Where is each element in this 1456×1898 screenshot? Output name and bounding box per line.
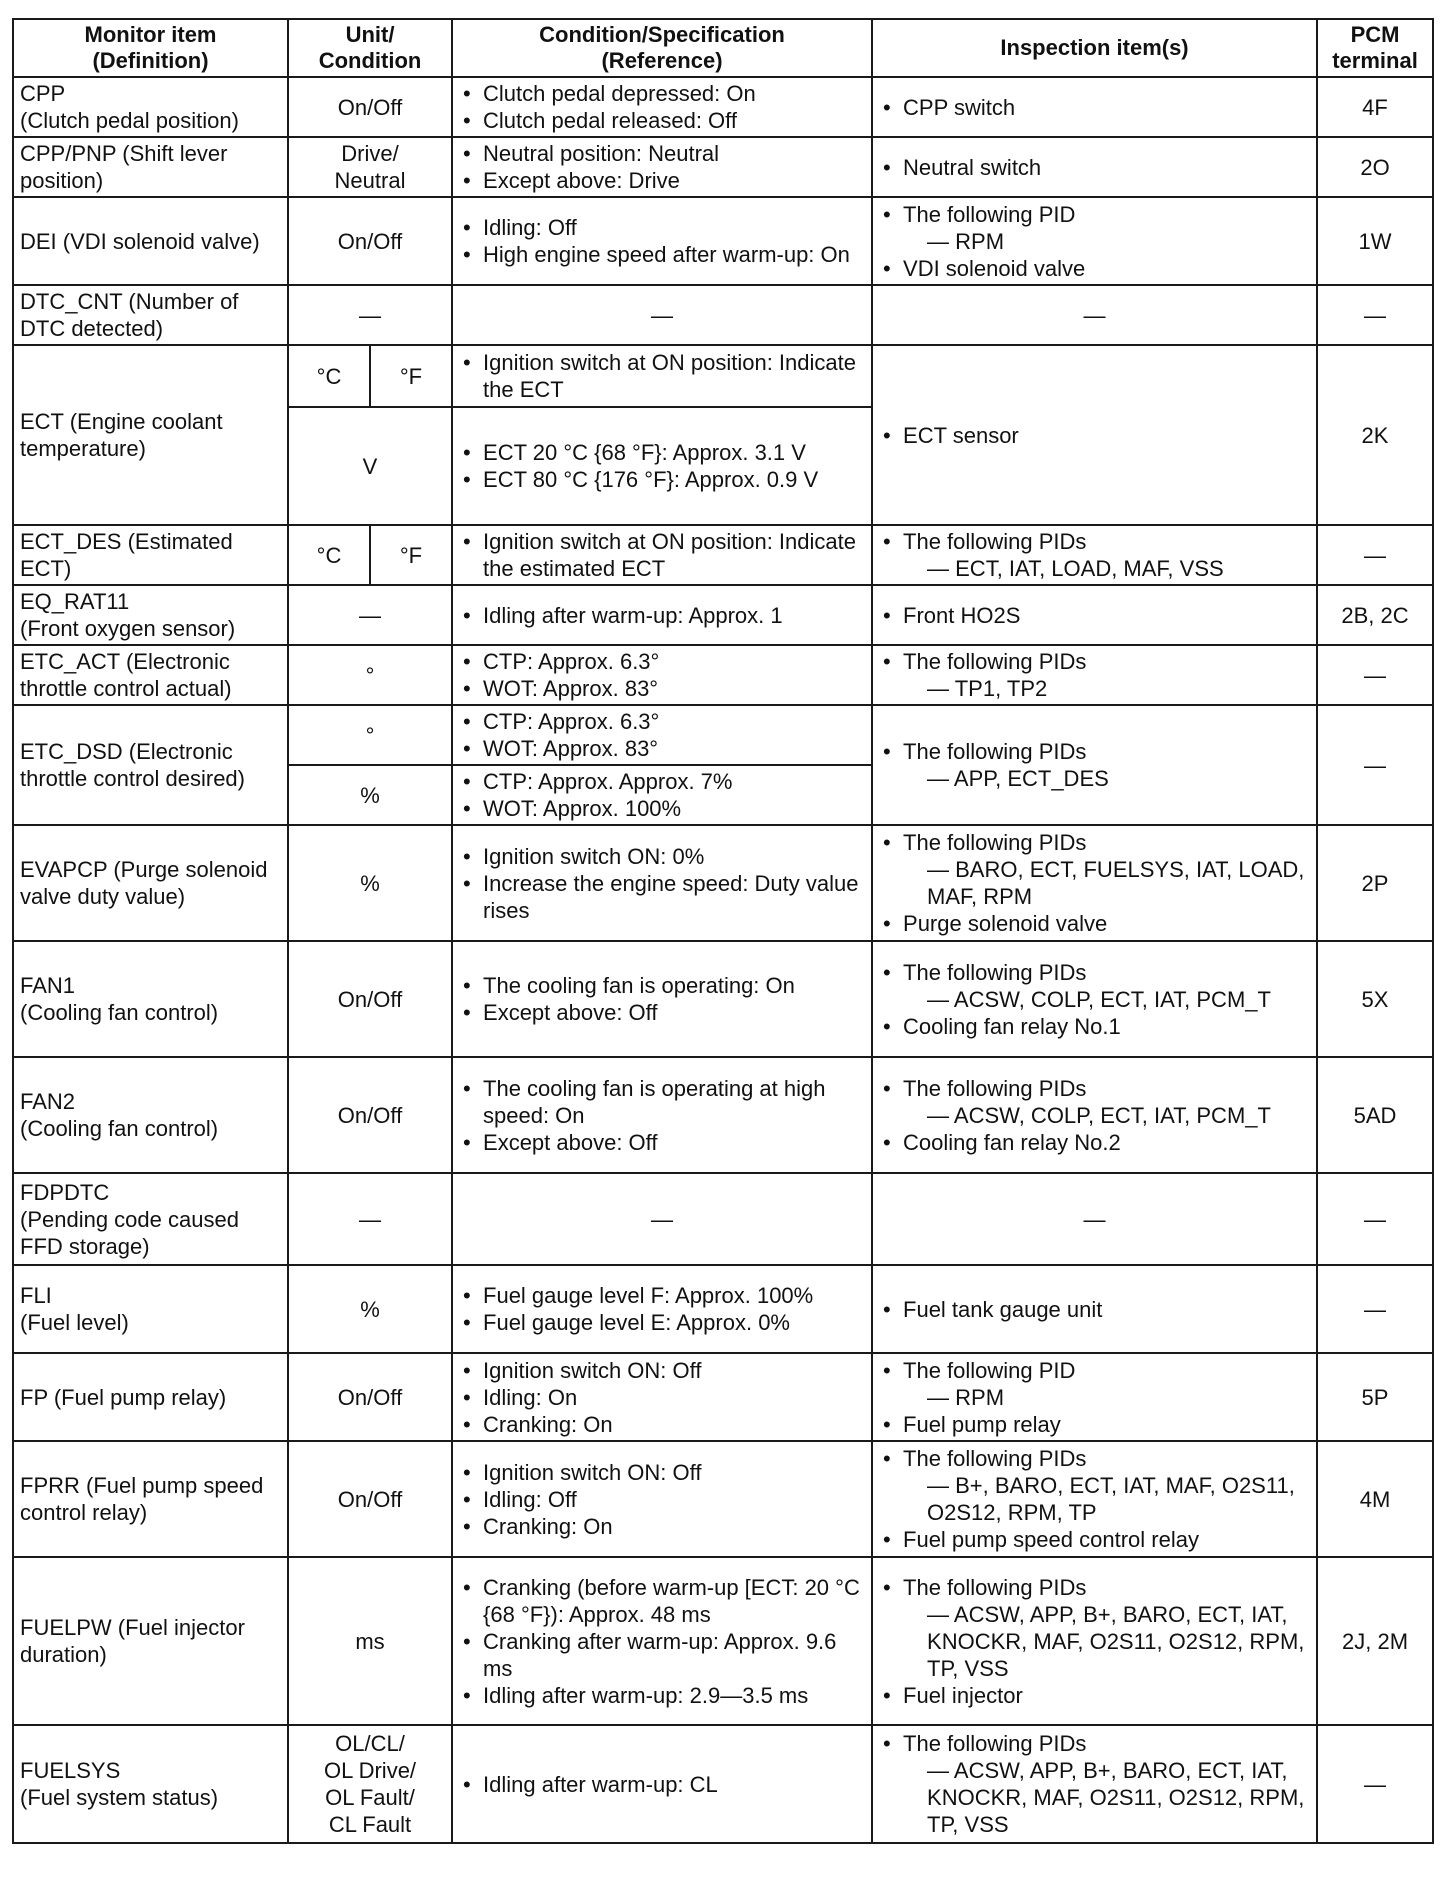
unit-percent-cell: %: [288, 765, 452, 825]
header-row: [13, 19, 1433, 77]
condition-cell: —: [452, 285, 872, 345]
condition-cell: • Clutch pedal depressed: On • Clutch pedal released: Off: [452, 77, 872, 137]
table-row: [13, 137, 1433, 197]
pcm-terminal-cell: —: [1317, 645, 1433, 705]
inspection-cell: • The following PIDs — ACSW, APP, B+, BARO, ECT, IAT, KNOCKR, MAF, O2S11, O2S12, RPM, TP, VSS: [872, 1725, 1317, 1843]
unit-cell: —: [288, 285, 452, 345]
table-row: [13, 285, 1433, 345]
unit-cell: —: [288, 585, 452, 645]
table-row: [13, 197, 1433, 285]
unit-degree-cell: °: [288, 705, 452, 765]
pcm-terminal-cell: 5AD: [1317, 1057, 1433, 1173]
monitor-item-cell: CPP (Clutch pedal position): [13, 77, 288, 137]
inspection-cell: • CPP switch: [872, 77, 1317, 137]
monitor-item-cell: FUELSYS (Fuel system status): [13, 1725, 288, 1843]
pcm-terminal-cell: —: [1317, 285, 1433, 345]
unit-cell: %: [288, 825, 452, 941]
monitor-item-cell: FP (Fuel pump relay): [13, 1353, 288, 1441]
unit-celsius-cell: °C: [288, 525, 370, 585]
monitor-item-cell: ETC_ACT (Electronic throttle control actual): [13, 645, 288, 705]
condition-cell: • Ignition switch ON: Off • Idling: Off • Cranking: On: [452, 1441, 872, 1557]
inspection-cell: • The following PID — RPM • VDI solenoid valve: [872, 197, 1317, 285]
monitor-item-cell: FPRR (Fuel pump speed control relay): [13, 1441, 288, 1557]
header-condition-spec: Condition/Specification (Reference): [452, 19, 872, 77]
condition-cell: • Ignition switch ON: Off • Idling: On • Cranking: On: [452, 1353, 872, 1441]
condition-cell: • The cooling fan is operating at high speed: On • Except above: Off: [452, 1057, 872, 1173]
unit-fahrenheit-cell: °F: [370, 525, 452, 585]
unit-cell: °: [288, 645, 452, 705]
condition-cell: • Idling: Off • High engine speed after warm-up: On: [452, 197, 872, 285]
inspection-cell: • The following PIDs — APP, ECT_DES: [872, 705, 1317, 825]
pid-monitor-sheet: [12, 18, 1432, 1844]
unit-cell: On/Off: [288, 197, 452, 285]
unit-cell: On/Off: [288, 77, 452, 137]
pcm-terminal-cell: 4F: [1317, 77, 1433, 137]
table-row: [13, 941, 1433, 1057]
table-row: [13, 1725, 1433, 1843]
inspection-cell: • ECT sensor: [872, 345, 1317, 525]
monitor-item-cell: DTC_CNT (Number of DTC detected): [13, 285, 288, 345]
pid-monitor-table: [12, 18, 1434, 1844]
header-inspection: Inspection item(s): [872, 19, 1317, 77]
table-row: [13, 705, 1433, 765]
monitor-item-cell: EQ_RAT11 (Front oxygen sensor): [13, 585, 288, 645]
inspection-cell: • Neutral switch: [872, 137, 1317, 197]
pcm-terminal-cell: —: [1317, 1725, 1433, 1843]
header-pcm-terminal: PCM terminal: [1317, 19, 1433, 77]
unit-cell: —: [288, 1173, 452, 1265]
monitor-item-cell: FUELPW (Fuel injector duration): [13, 1557, 288, 1725]
monitor-item-cell: EVAPCP (Purge solenoid valve duty value): [13, 825, 288, 941]
header-monitor-item: Monitor item (Definition): [13, 19, 288, 77]
pcm-terminal-cell: 1W: [1317, 197, 1433, 285]
monitor-item-cell: CPP/PNP (Shift lever position): [13, 137, 288, 197]
table-row: [13, 1057, 1433, 1173]
pcm-terminal-cell: —: [1317, 1265, 1433, 1353]
header-unit: Unit/ Condition: [288, 19, 452, 77]
inspection-cell: • Fuel tank gauge unit: [872, 1265, 1317, 1353]
inspection-cell: —: [872, 1173, 1317, 1265]
monitor-item-cell: ECT (Engine coolant temperature): [13, 345, 288, 525]
inspection-cell: • The following PIDs — ACSW, COLP, ECT, IAT, PCM_T • Cooling fan relay No.2: [872, 1057, 1317, 1173]
inspection-cell: • The following PIDs — ACSW, COLP, ECT, IAT, PCM_T • Cooling fan relay No.1: [872, 941, 1317, 1057]
pcm-terminal-cell: —: [1317, 1173, 1433, 1265]
pcm-terminal-cell: —: [1317, 705, 1433, 825]
inspection-cell: • The following PID — RPM • Fuel pump relay: [872, 1353, 1317, 1441]
condition-cell: • The cooling fan is operating: On • Except above: Off: [452, 941, 872, 1057]
condition-cell: • Idling after warm-up: Approx. 1: [452, 585, 872, 645]
inspection-cell: • The following PIDs — ACSW, APP, B+, BARO, ECT, IAT, KNOCKR, MAF, O2S11, O2S12, RPM, TP, VSS • Fuel injector: [872, 1557, 1317, 1725]
pcm-terminal-cell: 2O: [1317, 137, 1433, 197]
table-row: [13, 585, 1433, 645]
pcm-terminal-cell: 4M: [1317, 1441, 1433, 1557]
condition-cell: • CTP: Approx. 6.3° • WOT: Approx. 83°: [452, 645, 872, 705]
unit-cell: On/Off: [288, 1057, 452, 1173]
table-row: [13, 77, 1433, 137]
monitor-item-cell: FAN2 (Cooling fan control): [13, 1057, 288, 1173]
table-row: [13, 1265, 1433, 1353]
unit-volt-cell: V: [288, 407, 452, 525]
condition-cell: • Idling after warm-up: CL: [452, 1725, 872, 1843]
condition-cell: • Ignition switch at ON position: Indicate the ECT: [452, 345, 872, 407]
pcm-terminal-cell: 2P: [1317, 825, 1433, 941]
pcm-terminal-cell: 2J, 2M: [1317, 1557, 1433, 1725]
table-row: [13, 525, 1433, 585]
condition-cell: • Fuel gauge level F: Approx. 100% • Fuel gauge level E: Approx. 0%: [452, 1265, 872, 1353]
condition-cell: • Cranking (before warm-up [ECT: 20 °C {68 °F}): Approx. 48 ms • Cranking after warm-up: Approx. 9.6 ms • Idling after warm-up: 2.9—3.5 ms: [452, 1557, 872, 1725]
condition-cell: • ECT 20 °C {68 °F}: Approx. 3.1 V • ECT 80 °C {176 °F}: Approx. 0.9 V: [452, 407, 872, 525]
table-row: [13, 1353, 1433, 1441]
unit-cell: OL/CL/ OL Drive/ OL Fault/ CL Fault: [288, 1725, 452, 1843]
inspection-cell: • The following PIDs — TP1, TP2: [872, 645, 1317, 705]
monitor-item-cell: FAN1 (Cooling fan control): [13, 941, 288, 1057]
inspection-cell: • The following PIDs — ECT, IAT, LOAD, MAF, VSS: [872, 525, 1317, 585]
table-row: [13, 645, 1433, 705]
unit-cell: %: [288, 1265, 452, 1353]
table-row: [13, 1441, 1433, 1557]
monitor-item-cell: ECT_DES (Estimated ECT): [13, 525, 288, 585]
table-row: [13, 1173, 1433, 1265]
condition-cell: • CTP: Approx. 6.3° • WOT: Approx. 83°: [452, 705, 872, 765]
monitor-item-cell: FLI (Fuel level): [13, 1265, 288, 1353]
table-row: [13, 825, 1433, 941]
inspection-cell: • The following PIDs — BARO, ECT, FUELSYS, IAT, LOAD, MAF, RPM • Purge solenoid valve: [872, 825, 1317, 941]
pcm-terminal-cell: 2B, 2C: [1317, 585, 1433, 645]
monitor-item-cell: ETC_DSD (Electronic throttle control desired): [13, 705, 288, 825]
condition-cell: • CTP: Approx. Approx. 7% • WOT: Approx. 100%: [452, 765, 872, 825]
condition-cell: —: [452, 1173, 872, 1265]
unit-cell: On/Off: [288, 941, 452, 1057]
unit-cell: On/Off: [288, 1353, 452, 1441]
monitor-item-cell: DEI (VDI solenoid valve): [13, 197, 288, 285]
inspection-cell: • Front HO2S: [872, 585, 1317, 645]
inspection-cell: • The following PIDs — B+, BARO, ECT, IAT, MAF, O2S11, O2S12, RPM, TP • Fuel pump speed control relay: [872, 1441, 1317, 1557]
pcm-terminal-cell: —: [1317, 525, 1433, 585]
unit-cell: Drive/ Neutral: [288, 137, 452, 197]
unit-fahrenheit-cell: °F: [370, 345, 452, 407]
monitor-item-cell: FDPDTC (Pending code caused FFD storage): [13, 1173, 288, 1265]
pcm-terminal-cell: 5P: [1317, 1353, 1433, 1441]
pcm-terminal-cell: 5X: [1317, 941, 1433, 1057]
condition-cell: • Ignition switch at ON position: Indicate the estimated ECT: [452, 525, 872, 585]
table-row: [13, 1557, 1433, 1725]
table-row: [13, 345, 1433, 407]
condition-cell: • Neutral position: Neutral • Except above: Drive: [452, 137, 872, 197]
inspection-cell: —: [872, 285, 1317, 345]
unit-cell: ms: [288, 1557, 452, 1725]
unit-celsius-cell: °C: [288, 345, 370, 407]
pcm-terminal-cell: 2K: [1317, 345, 1433, 525]
unit-cell: On/Off: [288, 1441, 452, 1557]
condition-cell: • Ignition switch ON: 0% • Increase the engine speed: Duty value rises: [452, 825, 872, 941]
